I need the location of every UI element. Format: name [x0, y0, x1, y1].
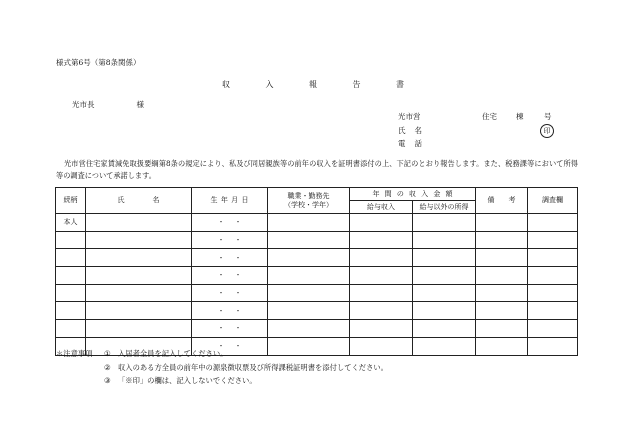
- relation-cell[interactable]: [56, 267, 86, 285]
- header-birthdate: [192, 188, 268, 214]
- name-cell[interactable]: [86, 249, 192, 267]
- survey-cell: [528, 284, 578, 302]
- remarks-cell[interactable]: [476, 231, 528, 249]
- survey-cell: [528, 302, 578, 320]
- name-cell[interactable]: [86, 302, 192, 320]
- remarks-cell[interactable]: [476, 302, 528, 320]
- note-mark: ③: [104, 376, 111, 386]
- note-item: [56, 374, 388, 388]
- header-relation: 続柄: [56, 188, 86, 214]
- declaration-text: 光市営住宅家賃減免取扱要綱第8条の規定により、私及び同居親族等の前年の収入を証明書添付の上、下記のとおり報告します。また、税務課等において所得等の調査について承諾します。: [56, 159, 578, 180]
- occupation-cell[interactable]: [268, 320, 350, 338]
- document-title: 収入報告書: [222, 80, 404, 89]
- birthdate-separators: ・・: [217, 271, 252, 280]
- room-number-label: 号: [544, 112, 552, 121]
- note-mark: ①: [104, 349, 111, 358]
- relation-cell[interactable]: [56, 284, 86, 302]
- salary-cell[interactable]: [350, 214, 413, 232]
- name-cell[interactable]: [86, 231, 192, 249]
- survey-cell: [528, 231, 578, 249]
- birthdate-separators: ・・: [217, 289, 252, 298]
- remarks-cell[interactable]: [476, 249, 528, 267]
- header-birthdate-text: 生年月日: [210, 196, 249, 205]
- header-other-income: 給与以外の所得: [413, 201, 476, 214]
- phone-label: 電話: [398, 139, 422, 148]
- occupation-cell[interactable]: [268, 267, 350, 285]
- reporter-name-label: 氏名: [398, 126, 422, 135]
- other-income-cell[interactable]: [413, 320, 476, 338]
- header-occupation-line1: 職業・勤務先: [287, 192, 330, 201]
- other-income-cell[interactable]: [413, 337, 476, 355]
- salary-cell[interactable]: [350, 267, 413, 285]
- header-survey: 調査欄: [528, 188, 578, 214]
- salary-cell[interactable]: [350, 320, 413, 338]
- remarks-cell[interactable]: [476, 337, 528, 355]
- salary-cell[interactable]: [350, 284, 413, 302]
- birthdate-separators: ・・: [217, 324, 252, 333]
- birthdate-cell[interactable]: [192, 214, 268, 232]
- relation-cell[interactable]: [56, 231, 86, 249]
- header-remarks: 備 考: [476, 188, 528, 214]
- survey-cell: [528, 320, 578, 338]
- survey-cell: [528, 249, 578, 267]
- name-cell[interactable]: [86, 214, 192, 232]
- birthdate-separators: ・・: [217, 306, 252, 315]
- other-income-cell[interactable]: [413, 249, 476, 267]
- salary-cell[interactable]: [350, 302, 413, 320]
- note-item: [56, 347, 388, 361]
- note-mark: ②: [104, 362, 111, 372]
- table-row: [56, 231, 578, 249]
- header-name: [86, 188, 192, 214]
- occupation-cell[interactable]: [268, 231, 350, 249]
- table-row: [56, 284, 578, 302]
- table-row: [56, 267, 578, 285]
- relation-cell[interactable]: [56, 249, 86, 267]
- residence-label: 光市営: [398, 112, 421, 121]
- occupation-cell[interactable]: [268, 249, 350, 267]
- header-occupation-line2: （学校・学年）: [284, 200, 333, 209]
- remarks-cell[interactable]: [476, 214, 528, 232]
- survey-cell: [528, 337, 578, 355]
- note-item: [56, 361, 388, 375]
- occupation-cell[interactable]: [268, 214, 350, 232]
- birthdate-cell[interactable]: [192, 267, 268, 285]
- other-income-cell[interactable]: [413, 302, 476, 320]
- table-row: [56, 214, 578, 232]
- note-text: 入居者全員を記入してください。: [118, 349, 228, 358]
- table-row: [56, 320, 578, 338]
- salary-cell[interactable]: [350, 231, 413, 249]
- salary-cell[interactable]: [350, 249, 413, 267]
- occupation-cell[interactable]: [268, 284, 350, 302]
- building-label: 棟: [516, 112, 524, 121]
- birthdate-separators: ・・: [217, 253, 252, 262]
- relation-cell[interactable]: [56, 320, 86, 338]
- occupation-cell[interactable]: [268, 302, 350, 320]
- birthdate-cell[interactable]: [192, 231, 268, 249]
- other-income-cell[interactable]: [413, 214, 476, 232]
- birthdate-cell[interactable]: [192, 302, 268, 320]
- note-text: 収入のある方全員の前年中の源泉徴収票及び所得課税証明書を添付してください。: [118, 362, 388, 372]
- table-row: [56, 249, 578, 267]
- birthdate-separators: ・・: [217, 236, 252, 244]
- name-cell[interactable]: [86, 284, 192, 302]
- birthdate-cell[interactable]: [192, 249, 268, 267]
- remarks-cell[interactable]: [476, 284, 528, 302]
- relation-cell[interactable]: 本人: [56, 214, 86, 232]
- notes-heading: ＊注意事項: [56, 349, 93, 358]
- survey-cell: [528, 267, 578, 285]
- birthdate-separators: ・・: [217, 218, 252, 227]
- header-income: [350, 188, 476, 201]
- birthdate-separators: ・・: [217, 342, 252, 351]
- other-income-cell[interactable]: [413, 231, 476, 249]
- remarks-cell[interactable]: [476, 267, 528, 285]
- form-number: 様式第6号（第8条関係）: [56, 58, 141, 67]
- note-text: 「※印」の欄は、記入しないでください。: [118, 376, 257, 386]
- addressee: [72, 101, 144, 110]
- header-occupation: [268, 188, 350, 214]
- table-row: [56, 302, 578, 320]
- header-name-text: 氏 名: [117, 196, 160, 205]
- relation-cell[interactable]: [56, 302, 86, 320]
- name-cell[interactable]: [86, 267, 192, 285]
- addressee-name: 光市長: [72, 100, 95, 109]
- remarks-cell[interactable]: [476, 320, 528, 338]
- name-cell[interactable]: [86, 320, 192, 338]
- addressee-honorific: 様: [136, 100, 144, 109]
- birthdate-cell[interactable]: [192, 284, 268, 302]
- income-table: [55, 187, 578, 356]
- notes-section: [56, 347, 388, 388]
- other-income-cell[interactable]: [413, 267, 476, 285]
- header-salary: 給与収入: [350, 201, 413, 214]
- birthdate-cell[interactable]: [192, 320, 268, 338]
- house-label: 住宅: [482, 112, 497, 121]
- header-income-text: 年間の収入金額: [372, 189, 453, 198]
- survey-cell: [528, 214, 578, 232]
- seal-mark: 印: [540, 124, 554, 138]
- other-income-cell[interactable]: [413, 284, 476, 302]
